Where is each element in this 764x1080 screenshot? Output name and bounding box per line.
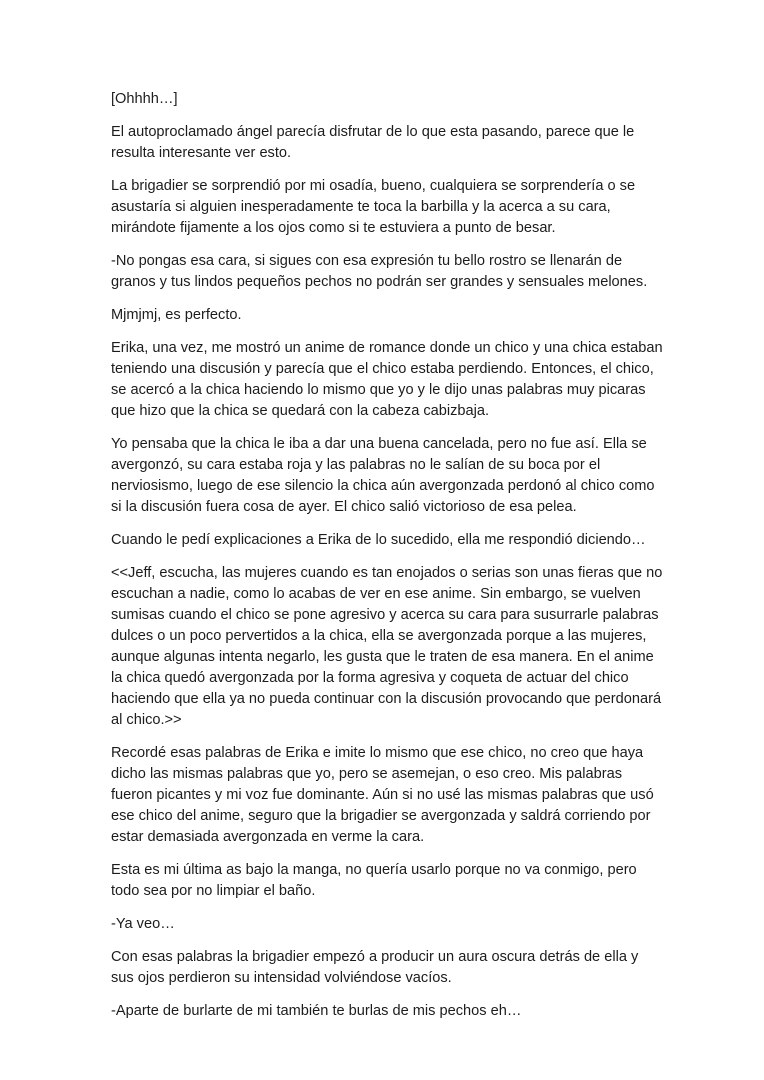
paragraph-12: -Ya veo…	[111, 916, 175, 932]
paragraph-13: Con esas palabras la brigadier empezó a producir un aura oscura detrás de ella y sus ojos perdieron su intensidad volviéndose vacíos.	[111, 949, 639, 986]
paragraph-9: <<Jeff, escucha, las mujeres cuando es tan enojados o serias son unas fieras que no escuchan a nadie, como lo acabas de ver en ese anime. Sin embargo, se vuelven sumisas cuando el chico se pone agresivo y acerca su cara para susurrarle palabras dulces o un poco pervertidos a la chica, ella se avergonzada porque a las mujeres, aunque algunas intenta negarlo, les gusta que le traten de esa manera. En el anime la chica quedó avergonzada por la forma agresiva y coqueta de actuar del chico haciendo que ella ya no pueda continuar con la discusión provocando que perdonará al chico.>>	[111, 565, 663, 728]
paragraph-1: [Ohhhh…]	[111, 91, 178, 107]
paragraph-5: Mjmjmj, es perfecto.	[111, 307, 242, 323]
paragraph-7: Yo pensaba que la chica le iba a dar una buena cancelada, pero no fue así. Ella se avergonzó, su cara estaba roja y las palabras no le salían de su boca por el nerviosismo, luego de ese silencio la chica aún avergonzada perdonó al chico como si la discusión fuera cosa de ayer. El chico salió victorioso de esa pelea.	[111, 436, 655, 515]
paragraph-14: -Aparte de burlarte de mi también te burlas de mis pechos eh…	[111, 1003, 522, 1019]
paragraph-8: Cuando le pedí explicaciones a Erika de lo sucedido, ella me respondió diciendo…	[111, 532, 646, 548]
paragraph-4: -No pongas esa cara, si sigues con esa expresión tu bello rostro se llenarán de granos y tus lindos pequeños pechos no podrán ser grandes y sensuales melones.	[111, 253, 648, 290]
paragraph-2: El autoproclamado ángel parecía disfrutar de lo que esta pasando, parece que le resulta interesante ver esto.	[111, 124, 635, 161]
paragraph-3: La brigadier se sorprendió por mi osadía, bueno, cualquiera se sorprendería o se asustaría si alguien inesperadamente te toca la barbilla y la acerca a su cara, mirándote fijamente a los ojos como si te estuviera a punto de besar.	[111, 178, 636, 236]
paragraph-6: Erika, una vez, me mostró un anime de romance donde un chico y una chica estaban teniendo una discusión y parecía que el chico estaba perdiendo. Entonces, el chico, se acercó a la chica haciendo lo mismo que yo y le dijo unas palabras muy picaras que hizo que la chica se quedará con la cabeza cabizbaja.	[111, 340, 663, 419]
paragraph-10: Recordé esas palabras de Erika e imite lo mismo que ese chico, no creo que haya dicho las mismas palabras que yo, pero se asemejan, o eso creo. Mis palabras fueron picantes y mi voz fue dominante. Aún si no usé las mismas palabras que usó ese chico del anime, seguro que la brigadier se avergonzada y saldrá corriendo por estar demasiada avergonzada en verme la cara.	[111, 745, 654, 845]
paragraph-11: Esta es mi última as bajo la manga, no quería usarlo porque no va conmigo, pero todo sea por no limpiar el baño.	[111, 862, 637, 899]
